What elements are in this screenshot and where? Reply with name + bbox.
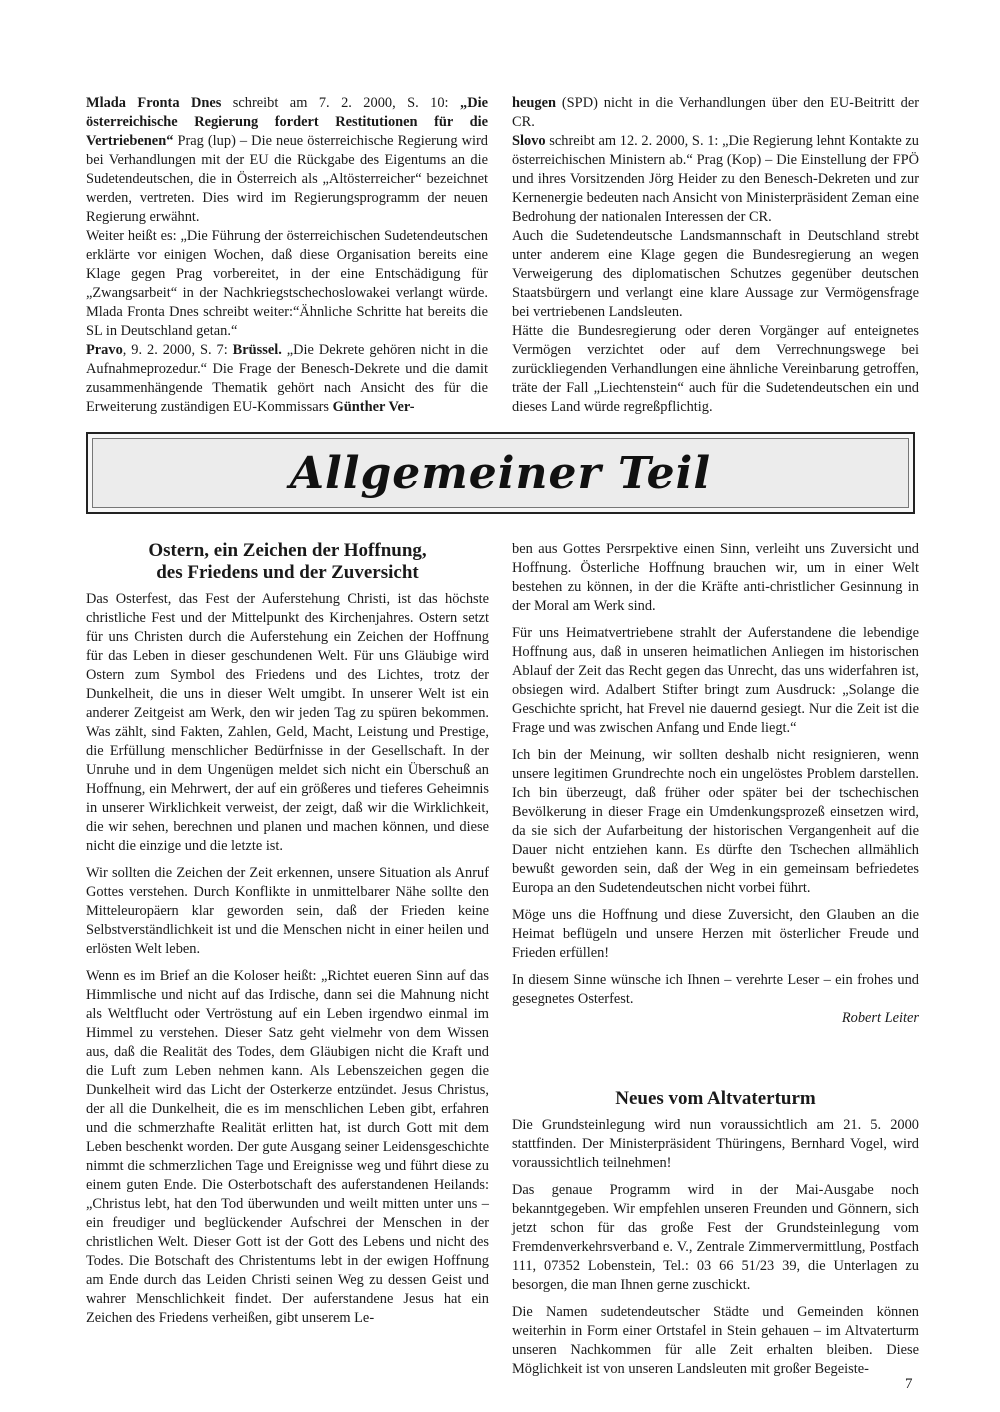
top-right-column: [512, 94, 919, 417]
section-title: Allgemeiner Teil: [289, 447, 712, 499]
article-altvaterturm-paragraph: Die Grundsteinlegung wird nun voraussichtlich am 21. 5. 2000 stattfinden. Der Ministerpräsident Thüringens, Bernhard Vogel, wird voraussichtlich teilnehmen!: [512, 1117, 919, 1171]
press-review-continued: Weiter heißt es: „Die Führung der österreichischen Sudetendeutschen erklärte vor einigen Wochen, daß diese Organisation bereits eine Klage gegen Prag vorbereitet, in der eine Entschädigung für „Zwangsarbeit“ in der Nachkriegstschechoslowakei verlangt würde. Mlada Fronta Dnes schreibt weiter:“Ähnliche Schritte hat bereits die SL in Deutschland getan.“: [86, 228, 488, 339]
article-ostern-column-2: [512, 540, 919, 1379]
article-ostern-paragraph: Für uns Heimatvertriebene strahlt der Auferstandene die lebendige Hoffnung aus, daß in unseren heimatlichen Anliegen im historischen Ablauf der Zeit das Recht gegen das Unrecht, das uns widerfahren ist, obsiegen wird. Adalbert Stifter bringt zum Ausdruck: „Solange die Geschichte spricht, hat Frevel nie dauernd gesiegt. Nur die Zeit ist die Frage und was zwischen Anfang und Ende liegt.“: [512, 625, 919, 736]
press-review-mlada-fronta: Mlada Fronta Dnes schreibt am 7. 2. 2000, S. 10: „Die österreichische Regierung fordert Restitutionen für die Vertriebenen“ Prag (lup) – Die neue österreichische Regierung wird bei Verhandlungen mit der EU die Rückgabe des Eigentums an die Sudetendeutschen, die in Österreich als „Altösterreicher“ bezeichnet werden, vertreten. Dies wird im Regierungsprogramm der neuen Regierung erwähnt.: [86, 95, 488, 225]
article-ostern-signature: [512, 1009, 919, 1028]
press-review-verheugen: heugen (SPD) nicht in die Verhandlungen über den EU-Beitritt der CR.: [512, 95, 919, 130]
section-banner: [86, 432, 915, 514]
page-number: 7: [905, 1376, 913, 1392]
landsmannschaft-paragraph: Auch die Sudetendeutsche Landsmannschaft in Deutschland strebt unter anderem eine Klage gegen die Bundesregierung an wegen Verweigerung des diplomatischen Schutzes gegenüber deutschen Staatsbürgern und verlangt eine klare Aussage zur Vermögensfrage bei vertriebenen Landsleuten.: [512, 228, 919, 320]
article-altvaterturm-headline: Neues vom Altvaterturm: [615, 1088, 816, 1109]
article-ostern-paragraph: Wir sollten die Zeichen der Zeit erkennen, unsere Situation als Anruf Gottes verstehen. Durch Konflikte in unmittelbarer Nähe sollte den Mitteleuropäern klar geworden sein, daß der Frieden keine Selbstverständlichkeit ist und die Menschen nicht in einer heilen und erlösten Welt leben.: [86, 865, 489, 957]
article-ostern-paragraph: Möge uns die Hoffnung und diese Zuversicht, den Glauben an die Heimat beflügeln und unsere Herzen mit österlicher Freude und Frieden erfüllen!: [512, 907, 919, 961]
press-review-slovo: Slovo schreibt am 12. 2. 2000, S. 1: „Die Regierung lehnt Kontakte zu österreichischen Ministern ab.“ Prag (Kop) – Die Einstellung der FPÖ und ihres Vorsitzenden Jörg Heider zu den Benesch-Dekreten und zur Kernenergie bedeuten nach Ansicht von Ministerpräsident Zeman eine Bedrohung der nationalen Interessen der CR.: [512, 133, 919, 225]
author-name: Robert Leiter: [841, 1010, 919, 1026]
article-ostern-paragraph: Das Osterfest, das Fest der Auferstehung Christi, ist das höchste christliche Fest und der Mittelpunkt des Kirchenjahres. Ostern setzt für uns Christen durch die Auferstehung ein Zeichen der Hoffnung für das Leben in dieser geschundenen Welt. Für uns Gläubige wird Ostern zum Symbol des Friedens und des Lichtes, trotz der Dunkelheit, die uns in dieser Welt umgibt. In unserer Welt ist ein anderer Zeitgeist am Werk, den wir jeden Tag zu spüren bekommen. Was zählt, sind Fakten, Zahlen, Geld, Macht, Leistung und Prestige, die Erfüllung menschlicher Bedürfnisse in der Gesellschaft. In der Unruhe und in dem Ungenügen meldet sich nicht ein Überschuß an Hoffnung, ein Mehrwert, der auf ein größeres und tieferes Geheimnis in unserer Wirklichkeit verweist, der zeigt, daß wir die Wirklichkeit, die wir sehen, berechnen und planen und machen können, und diese nicht die einzige und die letzte ist.: [86, 591, 489, 854]
section-banner-frame: [92, 438, 909, 508]
press-review-pravo: Pravo, 9. 2. 2000, S. 7: Brüssel. „Die Dekrete gehören nicht in die Aufnahmeprozedur.“ Die Frage der Benesch-Dekrete und die damit zusammenhängende Thematik gehört nach Ansicht des für die Erweiterung zuständigen EU-Kommissars Günther Ver-: [86, 342, 488, 415]
bundesregierung-paragraph: Hätte die Bundesregierung oder deren Vorgänger auf enteignetes Vermögen verzichtet oder auf dem Verrechnungswege bei zurückliegenden Verhandlungen eine ähnliche Vereinbarung getroffen, träte der Fall „Liechtenstein“ auch für die Sudetendeutschen ein und dieses Land würde regreßpflichtig.: [512, 323, 919, 415]
article-ostern-paragraph: Wenn es im Brief an die Koloser heißt: „Richtet eueren Sinn auf das Himmlische und nicht auf das Irdische, dann sei die Mahnung nicht als Weltflucht oder Vertröstung auf ein Leben irgendwo einmal im Himmel zu verstehen. Dieser Satz geht vielmehr von dem Wissen aus, daß die Realität des Todes, dem Gläubigen nicht die Kraft und die Luft zum Leben nehmen kann. Als Lebenszeichen gegen die Dunkelheit wird das Licht der Osterkerze entzündet. Jesus Christus, der all die Dunkelheit, die es im menschlichen Leben gibt, erfahren und die schmerzhafte Realität erlitten hat, ist durch Gott mit dem Leben beschenkt worden. Der gute Ausgang seiner Leidensgeschichte nimmt die schmerzlichen Tage und Ereignisse weg und führt diese zu einem guten Ende. Die Osterbotschaft des auferstandenen Heilands: „Christus lebt, hat den Tod überwunden und weilt mitten unter uns – ein freudiger und beglückender Aufschrei der Menschen in der christlichen Welt. Dieser Gott ist der Gott des Lebens und nicht des Todes. Die Botschaft des Christentums lebt in der ewigen Hoffnung am Ende durch das Leiden Christi seinen Weg zu dessen Geist und wahrer Menschlichkeit findet. Der auferstandene Jesus hat ein Zeichen des Friedens verheißen, gibt unserem Le-: [86, 968, 489, 1326]
article-ostern-headline: Ostern, ein Zeichen der Hoffnung, des Friedens und der Zuversicht: [148, 540, 427, 583]
article-ostern-paragraph: ben aus Gottes Persrpektive einen Sinn, verleiht uns Zuversicht und Hoffnung. Österliche Hoffnung brauchen wir, um in einer Welt bestehen zu können, in der die Kräfte anti-christlicher Gesinnung in der Moral am Werk sind.: [512, 541, 919, 614]
article-ostern-column-1: [86, 540, 489, 1328]
article-ostern-paragraph: Ich bin der Meinung, wir sollten deshalb nicht resignieren, wenn unsere legitimen Grundrechte noch ein ungelöstes Problem darstellen. Ich bin überzeugt, daß früher oder später bei der tschechischen Bevölkerung in dieser Frage ein Umdenkungsprozeß einsetzen wird, da sie sich der Aufarbeitung der historischen Vergangenheit auf die Dauer nicht entziehen kann. Es dürfte den Tschechen allmählich bewußt geworden sein, daß der Weg in ein gemeinsam befriedetes Europa an den Sudetendeutschen nicht vorbei führt.: [512, 747, 919, 896]
article-altvaterturm-paragraph: Das genaue Programm wird in der Mai-Ausgabe noch bekanntgegeben. Wir empfehlen unseren Freunden und Gönnern, sich jetzt schon für das große Fest der Grundsteinlegung vom Fremdenverkehrsverband e. V., Zentrale Zimmervermittlung, Postfach 111, 07352 Lobenstein, Tel.: 03 66 51/23 39, die Unterlagen zu besorgen, die man Ihnen gerne zuschickt.: [512, 1182, 919, 1293]
top-left-column: [86, 94, 488, 417]
article-ostern-closing: In diesem Sinne wünsche ich Ihnen – verehrte Leser – ein frohes und gesegnetes Osterfest.: [512, 972, 919, 1007]
article-altvaterturm-paragraph: Die Namen sudetendeutscher Städte und Gemeinden können weiterhin in Form einer Ortstafel in Stein gehauen – im Altvaterturm unseren Nachkommen für alle Zeit erhalten bleiben. Diese Möglichkeit ist von unseren Landsleuten mit großer Begeiste-: [512, 1304, 919, 1377]
